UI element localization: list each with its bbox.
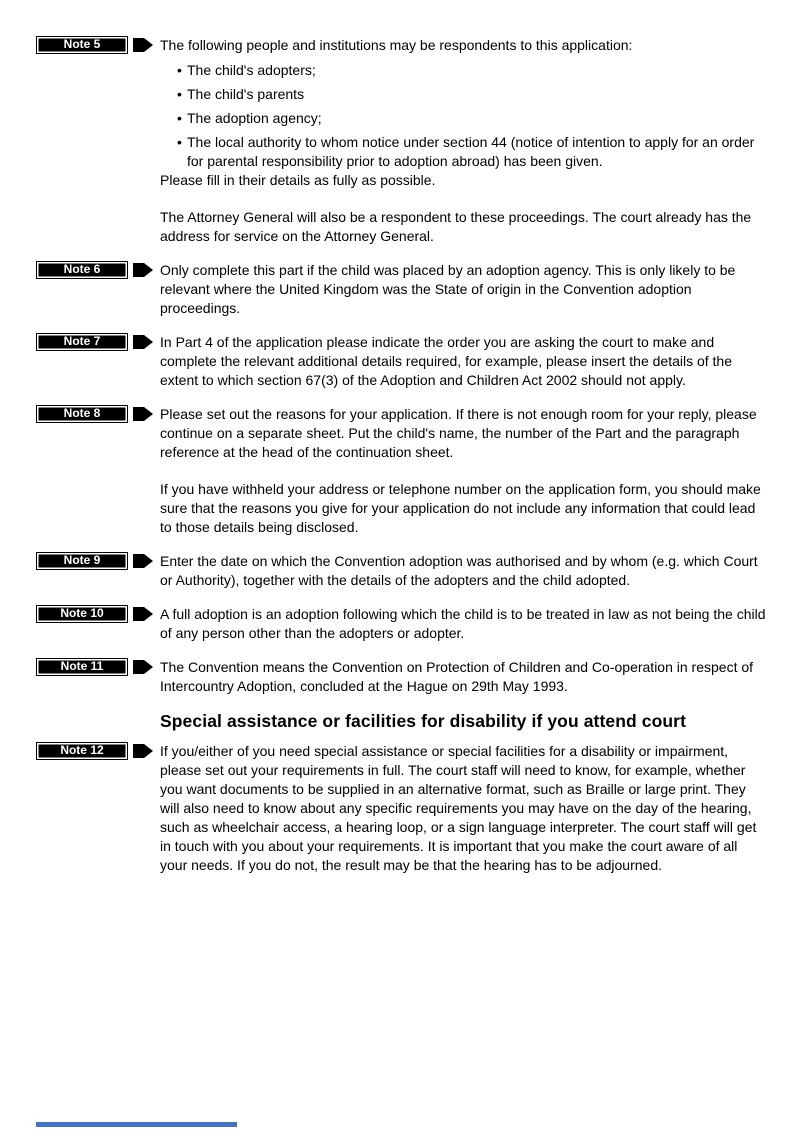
- note-badge-cell: [36, 405, 160, 423]
- note-badge: Note 9: [36, 552, 128, 570]
- note-arrow-icon: [133, 744, 153, 758]
- note-text-cell: [160, 605, 768, 643]
- note-row: [36, 552, 768, 590]
- note-badge-cell: [36, 742, 160, 760]
- note-arrow-icon: [133, 554, 153, 568]
- note-text-cell: [160, 742, 768, 875]
- note-paragraph: If you have withheld your address or telephone number on the application form, you should make sure that the reasons you give for your application do not include any information that could lead to those details being disclosed.: [160, 481, 761, 535]
- note-badge-cell: [36, 552, 160, 570]
- note-text-cell: [160, 36, 768, 246]
- note-arrow-icon: [133, 407, 153, 421]
- note-row: [36, 742, 768, 875]
- note-badge: Note 7: [36, 333, 128, 351]
- note-badge-cell: [36, 658, 160, 676]
- note-arrow-icon: [133, 335, 153, 349]
- note-arrow-icon: [133, 660, 153, 674]
- note-paragraph: The Attorney General will also be a respondent to these proceedings. The court already has the address for service on the Attorney General.: [160, 209, 752, 244]
- note-arrow-icon: [133, 263, 153, 277]
- note-row: [36, 261, 768, 318]
- note-paragraph: The Convention means the Convention on Protection of Children and Co-operation in respect of Intercountry Adoption, concluded at the Hague on 29th May 1993.: [160, 659, 754, 694]
- note-row: [36, 658, 768, 696]
- note-badge-cell: [36, 605, 160, 623]
- note-text-cell: [160, 658, 768, 696]
- note-badge-cell: [36, 333, 160, 351]
- note-paragraph: Only complete this part if the child was placed by an adoption agency. This is only likely to be relevant where the United Kingdom was the State of origin in the Convention adoption proceedings.: [160, 262, 736, 316]
- bullet-list: [160, 61, 768, 171]
- note-badge: Note 11: [36, 658, 128, 676]
- heading-cell: [160, 711, 768, 732]
- bullet-item: • The child's adopters;: [160, 61, 768, 80]
- note-paragraph: A full adoption is an adoption following which the child is to be treated in law as not being the child of any person other than the adopters or adopter.: [160, 606, 766, 641]
- notes-content: [36, 36, 768, 890]
- note-text-cell: [160, 552, 768, 590]
- note-row: [36, 405, 768, 537]
- note-paragraph: If you/either of you need special assistance or special facilities for a disability or impairment, please set out your requirements in full. The court staff will need to know, for example, whether you want documents to be supplied in an alternative format, such as Braille or large print. They will also need to know about any specific requirements you may have on the day of the hearing, such as wheelchair access, a hearing loop, or a sign language interpreter. The court staff will get in touch with you about your requirements. It is important that you make the court aware of all your needs. If you do not, the result may be that the hearing has to be adjourned.: [160, 743, 757, 873]
- note-row: [36, 605, 768, 643]
- note-paragraph: Please fill in their details as fully as possible.: [160, 172, 436, 188]
- bullet-item: • The local authority to whom notice under section 44 (notice of intention to apply for an order for parental responsibility prior to adoption abroad) has been given.: [160, 133, 768, 171]
- note-text-cell: [160, 333, 768, 390]
- note-badge: Note 8: [36, 405, 128, 423]
- note-paragraph: The following people and institutions may be respondents to this application:: [160, 37, 633, 53]
- note-paragraph: Enter the date on which the Convention adoption was authorised and by whom (e.g. which Court or Authority), together with the details of the adopters and the child adopted.: [160, 553, 758, 588]
- note-badge-cell: [36, 261, 160, 279]
- note-text-cell: [160, 261, 768, 318]
- note-badge: Note 10: [36, 605, 128, 623]
- note-badge: Note 12: [36, 742, 128, 760]
- note-paragraph: In Part 4 of the application please indicate the order you are asking the court to make and complete the relevant additional details required, for example, please insert the details of the extent to which section 67(3) of the Adoption and Children Act 2002 should not apply.: [160, 334, 733, 388]
- note-arrow-icon: [133, 607, 153, 621]
- bullet-item: • The adoption agency;: [160, 109, 768, 128]
- section-heading-row: [36, 711, 768, 732]
- note-arrow-icon: [133, 38, 153, 52]
- note-badge-cell: [36, 36, 160, 54]
- note-row: [36, 333, 768, 390]
- section-heading: Special assistance or facilities for disability if you attend court: [160, 711, 687, 731]
- note-badge: Note 5: [36, 36, 128, 54]
- bullet-item: • The child's parents: [160, 85, 768, 104]
- footer-blue-rule: [36, 1122, 237, 1127]
- note-badge: Note 6: [36, 261, 128, 279]
- note-text-cell: [160, 405, 768, 537]
- note-paragraph: Please set out the reasons for your application. If there is not enough room for your reply, please continue on a separate sheet. Put the child's name, the number of the Part and the paragraph reference at the head of the continuation sheet.: [160, 406, 757, 460]
- note-row: [36, 36, 768, 246]
